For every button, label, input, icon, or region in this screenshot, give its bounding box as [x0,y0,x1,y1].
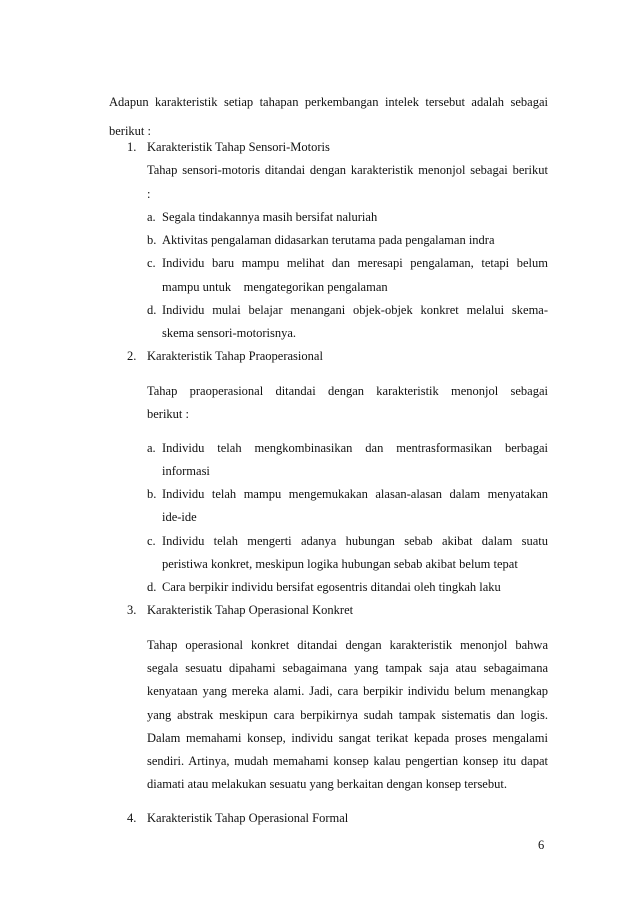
section-1-item-b-text: Aktivitas pengalaman didasarkan terutama pada pengalaman indra [162,233,495,247]
section-2-item-d-letter: d. [147,580,157,594]
section-2-item-b-letter: b. [147,487,157,501]
section-1-item-d-text-2: skema sensori-motorisnya. [162,326,297,340]
section-3-desc-line-7: diamati atau melakukan sesuatu yang berkaitan dengan konsep tersebut. [147,777,507,791]
section-4-title: Karakteristik Tahap Operasional Formal [147,811,349,825]
section-2-item-b-text-1: Individu telah mampu mengemukakan alasan-alasan dalam menyatakan [162,487,548,501]
section-2-item-c-letter: c. [147,534,156,548]
section-1-item-c-text-2: mampu untuk mengategorikan pengalaman [162,280,388,294]
section-2-item-b-text-2: ide-ide [162,510,197,524]
section-1-item-d-letter: d. [147,303,157,317]
section-1-item-a-letter: a. [147,210,156,224]
section-3-desc-line-1: Tahap operasional konkret ditandai dengan karakteristik menonjol bahwa [147,638,548,652]
section-2-item-a-text-1: Individu telah mengkombinasikan dan mentrasformasikan berbagai [162,441,548,455]
section-1-desc-line-2: : [147,187,151,201]
section-1-item-c-text-1: Individu baru mampu melihat dan meresapi pengalaman, tetapi belum [162,256,548,270]
section-1-item-b-letter: b. [147,233,157,247]
section-3-number: 3. [127,603,137,617]
section-2-title: Karakteristik Tahap Praoperasional [147,349,323,363]
section-2-item-c-text-2: peristiwa konkret, meskipun logika hubungan sebab akibat belum tepat [162,557,518,571]
intro-line-1: Adapun karakteristik setiap tahapan perkembangan intelek tersebut adalah sebagai [109,95,548,109]
section-2-item-a-letter: a. [147,441,156,455]
section-3-title: Karakteristik Tahap Operasional Konkret [147,603,354,617]
section-3-desc-line-4: yang abstrak meskipun cara berpikirnya sudah tampak sistematis dan logis. [147,708,548,722]
section-2-number: 2. [127,349,137,363]
section-1-title: Karakteristik Tahap Sensori-Motoris [147,140,330,154]
section-3-desc-line-2: segala sesuatu dipahami sebagaimana yang tampak saja atau sebagaimana [147,661,548,675]
page-number: 6 [538,838,545,852]
section-1-number: 1. [127,140,137,154]
section-2-item-d-text: Cara berpikir individu bersifat egosentris ditandai oleh tingkah laku [162,580,501,594]
intro-line-2: berikut : [109,124,152,138]
section-2-item-a-text-2: informasi [162,464,210,478]
section-2-desc-line-1: Tahap praoperasional ditandai dengan karakteristik menonjol sebagai [147,384,548,398]
section-1-item-a-text: Segala tindakannya masih bersifat naluriah [162,210,378,224]
section-3-desc-line-5: Dalam memahami konsep, individu sangat terikat kepada proses mengalami [147,731,548,745]
section-1-item-c-letter: c. [147,256,156,270]
section-3-desc-line-3: kenyataan yang mereka alami. Jadi, cara berpikir individu belum menangkap [147,684,548,698]
section-2-item-c-text-1: Individu telah mengerti adanya hubungan sebab akibat dalam suatu [162,534,548,548]
section-2-desc-line-2: berikut : [147,407,190,421]
section-1-desc-line-1: Tahap sensori-motoris ditandai dengan karakteristik menonjol sebagai berikut [147,163,548,177]
section-4-number: 4. [127,811,137,825]
section-3-desc-line-6: sendiri. Artinya, mudah memahami konsep kalau pengertian konsep itu dapat [147,754,548,768]
section-1-item-d-text-1: Individu mulai belajar menangani objek-objek konkret melalui skema- [162,303,548,317]
